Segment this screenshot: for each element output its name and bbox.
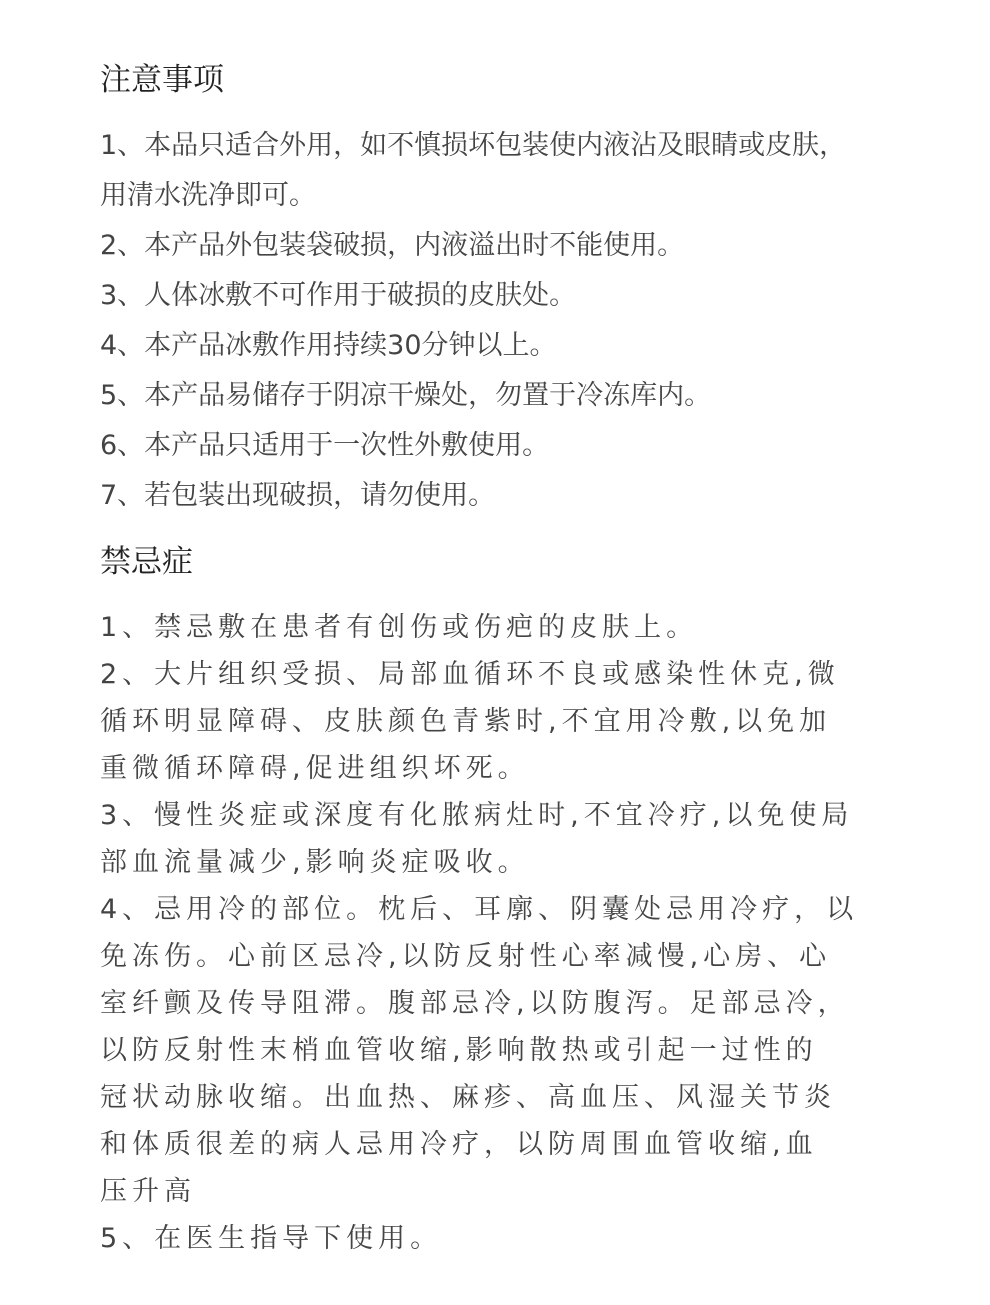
contraindication-item — [100, 792, 900, 886]
contraindications-section — [100, 540, 900, 1262]
precaution-line: 3、人体冰敷不可作用于破损的皮肤处。 — [100, 280, 577, 311]
precaution-line: 2、本产品外包装袋破损，内液溢出时不能使用。 — [100, 230, 685, 261]
contraindication-line: 2、大片组织受损、局部血循环不良或感染性休克,微 — [100, 659, 840, 690]
contraindication-item — [100, 1215, 900, 1262]
precaution-line: 1、本品只适合外用，如不慎损坏包装使内液沾及眼睛或皮肤， — [100, 130, 847, 161]
contraindications-heading: 禁忌症 — [100, 544, 193, 580]
precaution-line: 用清水洗净即可。 — [100, 180, 316, 211]
contraindication-line: 重微循环障碍,促进组织坏死。 — [100, 753, 530, 784]
precaution-line: 5、本产品易储存于阴凉干燥处，勿置于冷冻库内。 — [100, 380, 712, 411]
contraindication-line: 冠状动脉收缩。出血热、麻疹、高血压、风湿关节炎 — [100, 1082, 836, 1113]
contraindication-line: 压升高 — [100, 1176, 196, 1207]
contraindication-line: 5、在医生指导下使用。 — [100, 1223, 443, 1254]
contraindication-item — [100, 651, 900, 792]
precaution-item — [100, 121, 900, 221]
precaution-line: 6、本产品只适用于一次性外敷使用。 — [100, 430, 550, 461]
contraindication-item — [100, 604, 900, 651]
precautions-heading: 注意事项 — [100, 62, 224, 98]
contraindication-line: 1、禁忌敷在患者有创伤或伤疤的皮肤上。 — [100, 612, 699, 643]
precaution-line: 7、若包装出现破损，请勿使用。 — [100, 480, 496, 511]
contraindication-line: 免冻伤。心前区忌冷,以防反射性心率减慢,心房、心 — [100, 941, 832, 972]
contraindication-line: 4、忌用冷的部位。枕后、耳廓、阴囊处忌用冷疗，以 — [100, 894, 859, 925]
precautions-list — [100, 121, 900, 521]
precaution-item — [100, 371, 900, 421]
contraindication-line: 部血流量减少,影响炎症吸收。 — [100, 847, 530, 878]
contraindication-line: 3、慢性炎症或深度有化脓病灶时,不宜冷疗,以免使局 — [100, 800, 854, 831]
precaution-item — [100, 321, 900, 371]
precautions-section — [100, 58, 900, 521]
precaution-line: 4、本产品冰敷作用持续30分钟以上。 — [100, 330, 557, 361]
precaution-item — [100, 271, 900, 321]
contraindication-line: 以防反射性末梢血管收缩,影响散热或引起一过性的 — [100, 1035, 818, 1066]
contraindication-line: 和体质很差的病人忌用冷疗，以防周围血管收缩,血 — [100, 1129, 818, 1160]
precaution-item — [100, 471, 900, 521]
precaution-item — [100, 421, 900, 471]
contraindication-item — [100, 886, 900, 1215]
contraindication-line: 循环明显障碍、皮肤颜色青紫时,不宜用冷敷,以免加 — [100, 706, 832, 737]
precaution-item — [100, 221, 900, 271]
contraindications-list — [100, 604, 900, 1262]
contraindication-line: 室纤颤及传导阻滞。腹部忌冷,以防腹泻。足部忌冷， — [100, 988, 850, 1019]
